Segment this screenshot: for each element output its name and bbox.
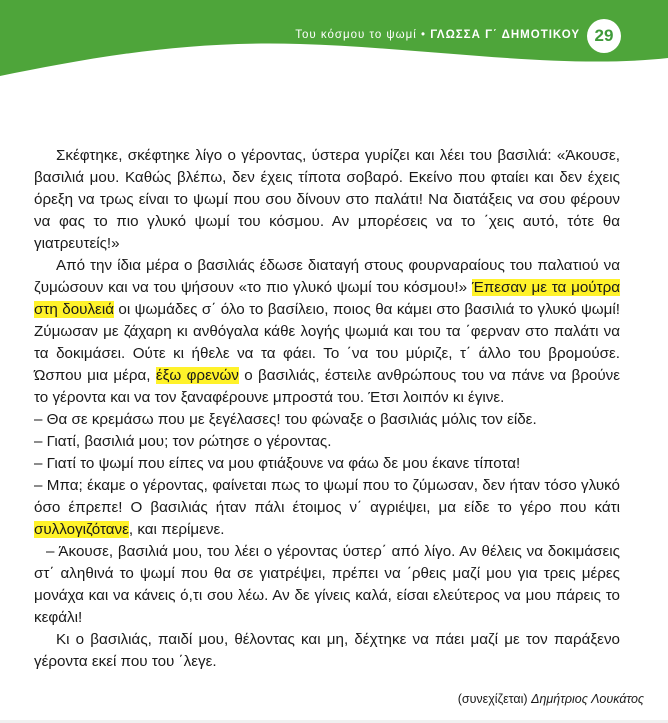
dialogue-line-5: – Άκουσε, βασιλιά μου, του λέει ο γέροντας ύστερ΄ από λίγο. Αν θέλεις να δοκιμάσεις στ΄ αληθινά το ψωμί που θα σε γιατρέψει, πρέπει να ΄ρθεις μαζί μου για τρεις μέρες μονάχα και να κάνεις ό,τι σου λέω. Αν δε γίνεις καλά, είσαι ελεύτερος να μου πάρεις το κεφάλι! [34, 543, 620, 626]
header-section: Του κόσμου το ψωμί [295, 29, 417, 41]
header-subject: ΓΛΩΣΣΑ Γ΄ ΔΗΜΟΤΙΚΟΥ [430, 29, 580, 41]
dialogue-line-1: – Θα σε κρεμάσω που με ξεγέλασες! του φώναξε ο βασιλιάς μόλις τον είδε. [34, 411, 537, 428]
story-text-run: ο βασιλιάς, έστειλε ανθρώπους του να πάνε να βρούνε το γέροντα και να τον ξαναφέρουνε μπροστά του. Έτσι λοιπόν κι έγινε. [34, 367, 621, 406]
continued-note: (συνεχίζεται) [457, 692, 528, 706]
dialogue-line-3: – Γιατί το ψωμί που είπες να μου φτιάξουνε να φάω δε μου έκανε τίποτα! [34, 455, 521, 472]
page-number-badge: 29 [587, 19, 621, 53]
byline [458, 692, 644, 706]
story-paragraph-1: Σκέφτηκε, σκέφτηκε λίγο ο γέροντας, ύστερα γυρίζει και λέει του βασιλιά: «Άκουσε, βασιλιά μου. Καθώς βλέπω, δεν έχεις τίποτα σοβαρό. Εκείνο που φταίει και δεν έχεις όρεξη να τρως είναι το ψωμί που σου δίνουν στο παλάτι! Να διατάξεις να σου φέρουν να φας το πιο γλυκό ψωμί του κόσμου. Αν μπορέσεις να το ΄χεις αυτό, τότε θα γιατρευτείς!» [34, 147, 620, 252]
story-text-run: , και περίμενε. [128, 521, 225, 538]
story-paragraph-2 [34, 255, 620, 409]
story-text-run: – Μπα; έκαμε ο γέροντας, φαίνεται πως το ψωμί που το ζύμωσαν, δεν ήταν τόσο γλυκό όσο έπρεπε! Ο βασιλιάς ήταν πάλι έτοιμος ν΄ αγριέψει, μα είδε το γέρο που κάτι [34, 477, 620, 516]
story-text-run: Από την ίδια μέρα ο βασιλιάς έδωσε διαταγή στους φουρναραίους του παλατιού να ζυμώσουν και να του ψήσουν «το πιο γλυκό ψωμί του κόσμου!» [34, 257, 620, 296]
highlighted-phrase-epesan: Έπεσαν με τα μούτρα στη δουλειά [34, 279, 620, 318]
header-separator: • [421, 29, 427, 41]
dialogue-line-4 [34, 475, 620, 541]
header-title [295, 29, 580, 41]
dialogue-line-2: – Γιατί, βασιλιά μου; τον ρώτησε ο γέροντας. [34, 433, 332, 450]
author-name: Δημήτριος Λουκάτος [531, 692, 644, 706]
story-text [34, 145, 620, 673]
story-paragraph-3: Κι ο βασιλιάς, παιδί μου, θέλοντας και μη, δέχτηκε να πάει μαζί με τον παράξενο γέροντα εκεί που του ΄λεγε. [34, 631, 620, 670]
highlighted-word-syllogizotane: συλλογιζότανε [34, 521, 129, 538]
story-text-run: οι ψωμάδες σ΄ όλο το βασίλειο, ποιος θα κάμει στο βασιλιά το γλυκό ψωμί! Ζύμωσαν με ζάχαρη κι ανθόγαλα κάθε λογής ψωμιά και του τα ΄φερναν στο παλάτι να τα δοκιμάσει. Ούτε κι ήθελε να τα φάει. Το ΄να του μύριζε, τ΄ άλλο του βρομούσε. Ώσπου μια μέρα, [34, 301, 620, 384]
highlighted-phrase-exo-frenon: έξω φρενών [155, 367, 239, 384]
